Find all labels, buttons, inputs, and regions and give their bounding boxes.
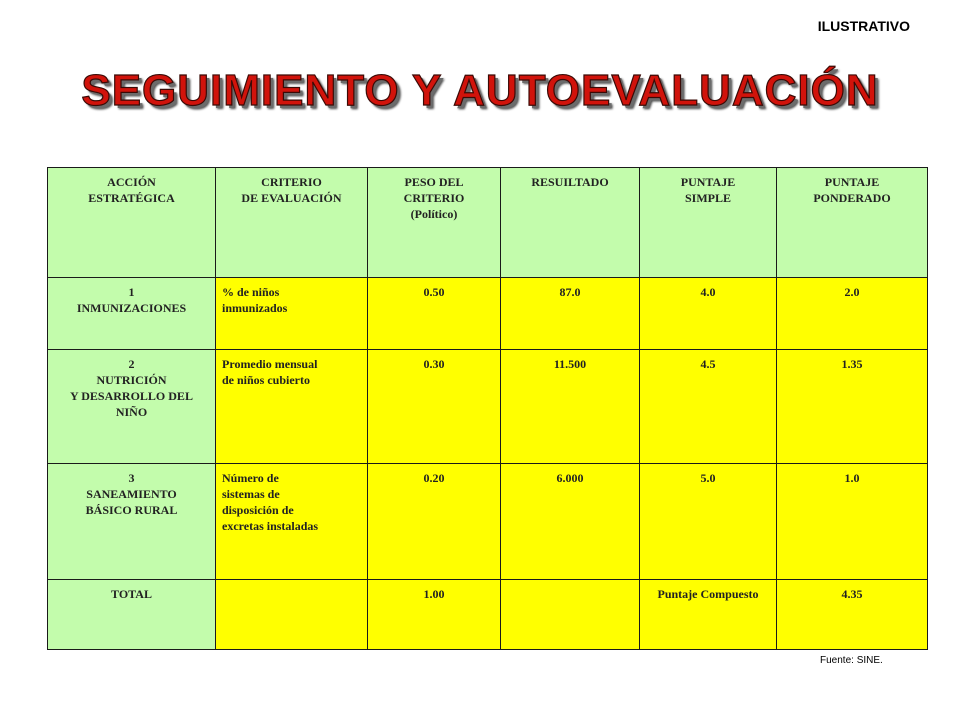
row-peso: 0.20 [368, 464, 501, 580]
row-resultado: 87.0 [501, 278, 640, 350]
row-criterio: % de niños inmunizados [216, 278, 368, 350]
table-row [48, 464, 928, 580]
header-criterio-evaluacion: CRITERIO DE EVALUACIÓN [216, 168, 368, 278]
row-accion: 2 NUTRICIÓN Y DESARROLLO DEL NIÑO [48, 350, 216, 464]
row-criterio: Promedio mensual de niños cubierto [216, 350, 368, 464]
page-title: SEGUIMIENTO Y AUTOEVALUACIÓN [81, 66, 879, 115]
row-puntaje-simple: 4.0 [640, 278, 777, 350]
row-resultado: 11.500 [501, 350, 640, 464]
row-peso: 0.30 [368, 350, 501, 464]
table-row [48, 278, 928, 350]
total-peso: 1.00 [368, 580, 501, 650]
total-puntaje-ponderado: 4.35 [777, 580, 928, 650]
row-peso: 0.50 [368, 278, 501, 350]
row-puntaje-simple: 4.5 [640, 350, 777, 464]
source-footnote: Fuente: SINE. [820, 655, 883, 666]
row-puntaje-ponderado: 1.35 [777, 350, 928, 464]
total-label: TOTAL [48, 580, 216, 650]
evaluation-table [47, 167, 928, 650]
total-resultado [501, 580, 640, 650]
header-resultado: RESUILTADO [501, 168, 640, 278]
total-row [48, 580, 928, 650]
header-puntaje-ponderado: PUNTAJE PONDERADO [777, 168, 928, 278]
header-peso-criterio: PESO DEL CRITERIO (Político) [368, 168, 501, 278]
row-accion: 1 INMUNIZACIONES [48, 278, 216, 350]
total-puntaje-simple: Puntaje Compuesto [640, 580, 777, 650]
row-resultado: 6.000 [501, 464, 640, 580]
row-criterio: Número de sistemas de disposición de excretas instaladas [216, 464, 368, 580]
table-row [48, 350, 928, 464]
table-header-row [48, 168, 928, 278]
row-accion: 3 SANEAMIENTO BÁSICO RURAL [48, 464, 216, 580]
header-puntaje-simple: PUNTAJE SIMPLE [640, 168, 777, 278]
row-puntaje-ponderado: 1.0 [777, 464, 928, 580]
illustrative-tag: ILUSTRATIVO [817, 18, 910, 34]
row-puntaje-ponderado: 2.0 [777, 278, 928, 350]
row-puntaje-simple: 5.0 [640, 464, 777, 580]
header-accion-estrategica: ACCIÓN ESTRATÉGICA [48, 168, 216, 278]
total-criterio [216, 580, 368, 650]
